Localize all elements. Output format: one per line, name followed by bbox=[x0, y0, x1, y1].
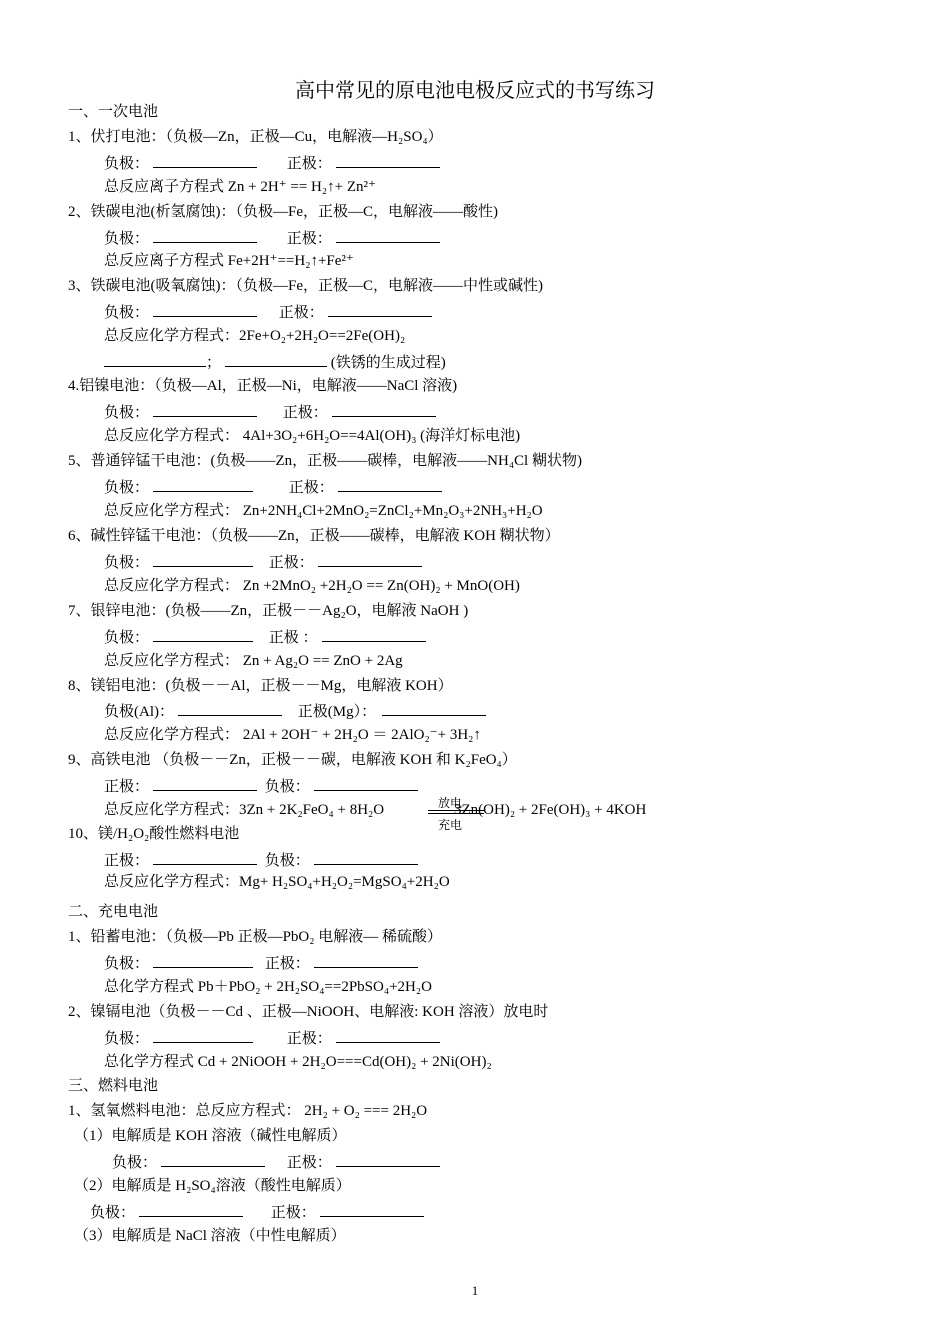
answer-blank[interactable] bbox=[153, 953, 253, 968]
question-heading: 4.铝镍电池：（负极—Al，正极—Ni，电解液——NaCl 溶液) bbox=[68, 378, 458, 394]
question-heading: 8、镁铝电池：(负极－－Al，正极－－Mg，电解液 KOH） bbox=[68, 678, 453, 694]
answer-blank[interactable] bbox=[382, 701, 486, 716]
answer-blank[interactable] bbox=[153, 627, 253, 642]
answer-blank[interactable] bbox=[320, 1202, 424, 1217]
answer-row bbox=[104, 477, 442, 497]
total-equation: 总反应化学方程式： Zn +2MnO₂ +2H₂O == Zn(OH)₂ + MnO(OH) bbox=[104, 578, 520, 594]
answer-row bbox=[104, 352, 446, 372]
negative-electrode-label: 负极： bbox=[90, 1205, 136, 1221]
total-equation-right: 3Zn(OH)₂ + 2Fe(OH)₃ + 4KOH bbox=[454, 802, 647, 818]
section-heading: 一、一次电池 bbox=[68, 104, 159, 120]
positive-electrode-label: 正极： bbox=[268, 555, 314, 571]
positive-electrode-label: 正极： bbox=[286, 1031, 332, 1047]
positive-electrode-label: 正极： bbox=[104, 779, 150, 795]
question-heading: 2、铁碳电池(析氢腐蚀)：（负极—Fe，正极—C，电解液——酸性) bbox=[68, 204, 498, 220]
question-heading: 2、镍镉电池（负极－－Cd 、正极—NiOOH、电解液: KOH 溶液）放电时 bbox=[68, 1004, 549, 1020]
answer-blank[interactable] bbox=[328, 302, 432, 317]
answer-blank[interactable] bbox=[314, 850, 418, 865]
section-heading: 三、燃料电池 bbox=[68, 1078, 159, 1094]
positive-electrode-label: 正极： bbox=[288, 480, 334, 496]
answer-blank[interactable] bbox=[336, 228, 440, 243]
total-equation: 总反应化学方程式：Mg+ H₂SO₄+H₂O₂=MgSO₄+2H₂O bbox=[104, 874, 450, 890]
answer-row bbox=[104, 402, 436, 422]
question-heading: 1、铅蓄电池：（负极—Pb 正极—PbO₂ 电解液— 稀硫酸） bbox=[68, 929, 442, 945]
separator-text: ； bbox=[206, 355, 222, 371]
positive-electrode-label: 正极： bbox=[286, 1155, 332, 1171]
negative-electrode-label: 负极： bbox=[104, 480, 150, 496]
sub-question: （3）电解质是 NaCl 溶液（中性电解质） bbox=[74, 1228, 346, 1244]
total-equation: 总反应化学方程式： 4Al+3O₂+6H₂O==4Al(OH)₃ (海洋灯标电池) bbox=[104, 428, 521, 444]
total-equation: 总化学方程式 Cd + 2NiOOH + 2H₂O===Cd(OH)₂ + 2Ni(OH)₂ bbox=[104, 1054, 492, 1070]
answer-row bbox=[112, 1152, 440, 1172]
negative-electrode-label: 负极： bbox=[104, 956, 150, 972]
total-equation: 总化学方程式 Pb＋PbO₂ + 2H₂SO₄==2PbSO₄+2H₂O bbox=[104, 979, 432, 995]
answer-blank[interactable] bbox=[322, 627, 426, 642]
answer-blank[interactable] bbox=[153, 552, 253, 567]
negative-electrode-label: 负极： bbox=[104, 405, 150, 421]
negative-electrode-label: 负极： bbox=[104, 555, 150, 571]
total-equation-left: 总反应化学方程式：3Zn + 2K₂FeO₄ + 8H₂O bbox=[104, 802, 385, 818]
answer-row bbox=[104, 850, 418, 870]
answer-blank[interactable] bbox=[153, 228, 257, 243]
answer-blank[interactable] bbox=[153, 776, 257, 791]
answer-row bbox=[104, 302, 432, 322]
question-heading: 10、镁/H₂O₂酸性燃料电池 bbox=[68, 826, 240, 842]
total-equation: 总反应化学方程式： 2Al + 2OH⁻ + 2H₂O ＝ 2AlO₂⁻+ 3H₂↑ bbox=[104, 727, 481, 743]
page-number: 1 bbox=[471, 1283, 479, 1298]
answer-blank[interactable] bbox=[153, 402, 257, 417]
note-text: (铁锈的生成过程) bbox=[330, 355, 446, 371]
answer-blank[interactable] bbox=[178, 701, 282, 716]
question-heading: 1、氢氧燃料电池：总反应方程式： 2H₂ + O₂ === 2H₂O bbox=[68, 1103, 428, 1119]
negative-electrode-label: 负极： bbox=[104, 156, 150, 172]
charge-label: 充电 bbox=[438, 818, 463, 832]
total-equation: 总反应离子方程式 Zn + 2H⁺ == H₂↑+ Zn²⁺ bbox=[104, 179, 376, 195]
answer-blank[interactable] bbox=[332, 402, 436, 417]
answer-blank[interactable] bbox=[314, 776, 418, 791]
answer-row bbox=[104, 627, 426, 647]
answer-blank[interactable] bbox=[225, 352, 327, 367]
negative-electrode-label: 负极： bbox=[112, 1155, 158, 1171]
answer-blank[interactable] bbox=[139, 1202, 243, 1217]
question-heading: 6、碱性锌锰干电池：（负极——Zn，正极——碳棒，电解液 KOH 糊状物） bbox=[68, 528, 560, 544]
positive-electrode-label: 正极： bbox=[270, 1205, 316, 1221]
positive-electrode-label: 正极 ： bbox=[268, 630, 318, 646]
question-heading: 9、高铁电池 （负极－－Zn，正极－－碳，电解液 KOH 和 K₂FeO₄） bbox=[68, 752, 517, 768]
answer-blank[interactable] bbox=[336, 153, 440, 168]
sub-question: （2）电解质是 H₂SO₄溶液（酸性电解质） bbox=[74, 1178, 351, 1194]
negative-electrode-label: 负极： bbox=[264, 779, 310, 795]
answer-blank[interactable] bbox=[314, 953, 418, 968]
answer-row bbox=[90, 1202, 424, 1222]
negative-electrode-label: 负极(Al)： bbox=[104, 704, 174, 720]
negative-electrode-label: 负极： bbox=[104, 1031, 150, 1047]
total-equation: 总反应化学方程式： Zn + Ag₂O == ZnO + 2Ag bbox=[104, 653, 403, 669]
total-equation: 总反应化学方程式：2Fe+O₂+2H₂O==2Fe(OH)₂ bbox=[104, 328, 406, 344]
answer-row bbox=[104, 953, 418, 973]
positive-electrode-label: 正极(Mg）： bbox=[297, 704, 377, 720]
discharge-label: 放电 bbox=[438, 796, 463, 810]
negative-electrode-label: 负极： bbox=[104, 630, 150, 646]
positive-electrode-label: 正极： bbox=[286, 231, 332, 247]
answer-blank[interactable] bbox=[153, 302, 257, 317]
answer-blank[interactable] bbox=[336, 1152, 440, 1167]
answer-blank[interactable] bbox=[338, 477, 442, 492]
answer-blank[interactable] bbox=[153, 153, 257, 168]
positive-electrode-label: 正极： bbox=[104, 853, 150, 869]
answer-row bbox=[104, 153, 440, 173]
negative-electrode-label: 负极： bbox=[104, 305, 150, 321]
answer-blank[interactable] bbox=[161, 1152, 265, 1167]
positive-electrode-label: 正极： bbox=[278, 305, 324, 321]
total-equation: 总反应离子方程式 Fe+2H⁺==H₂↑+Fe²⁺ bbox=[104, 253, 354, 269]
answer-row bbox=[104, 228, 440, 248]
positive-electrode-label: 正极： bbox=[264, 956, 310, 972]
answer-blank[interactable] bbox=[318, 552, 422, 567]
total-equation: 总反应化学方程式： Zn+2NH₄Cl+2MnO₂=ZnCl₂+Mn₂O₃+2NH₃+H₂O bbox=[104, 503, 543, 519]
answer-row bbox=[104, 1028, 440, 1048]
answer-row bbox=[104, 776, 418, 796]
positive-electrode-label: 正极： bbox=[286, 156, 332, 172]
page-title: 高中常见的原电池电极反应式的书写练习 bbox=[295, 80, 655, 102]
answer-row bbox=[104, 552, 422, 572]
positive-electrode-label: 正极： bbox=[282, 405, 328, 421]
question-heading: 1、伏打电池：（负极—Zn，正极—Cu，电解液—H₂SO₄） bbox=[68, 129, 443, 145]
question-heading: 3、铁碳电池(吸氧腐蚀)：（负极—Fe，正极—C，电解液——中性或碱性) bbox=[68, 278, 543, 294]
answer-blank[interactable] bbox=[336, 1028, 440, 1043]
question-heading: 5、普通锌锰干电池：(负极——Zn，正极——碳棒，电解液——NH₄Cl 糊状物) bbox=[68, 453, 582, 469]
answer-blank[interactable] bbox=[153, 1028, 253, 1043]
answer-blank[interactable] bbox=[153, 850, 257, 865]
sub-question: （1）电解质是 KOH 溶液（碱性电解质） bbox=[74, 1128, 347, 1144]
negative-electrode-label: 负极： bbox=[104, 231, 150, 247]
question-heading: 7、银锌电池：(负极——Zn，正极－－Ag₂O，电解液 NaOH ) bbox=[68, 603, 469, 619]
negative-electrode-label: 负极： bbox=[264, 853, 310, 869]
answer-blank[interactable] bbox=[153, 477, 253, 492]
answer-row bbox=[104, 701, 486, 721]
answer-blank[interactable] bbox=[104, 352, 206, 367]
section-heading: 二、充电电池 bbox=[68, 904, 159, 920]
